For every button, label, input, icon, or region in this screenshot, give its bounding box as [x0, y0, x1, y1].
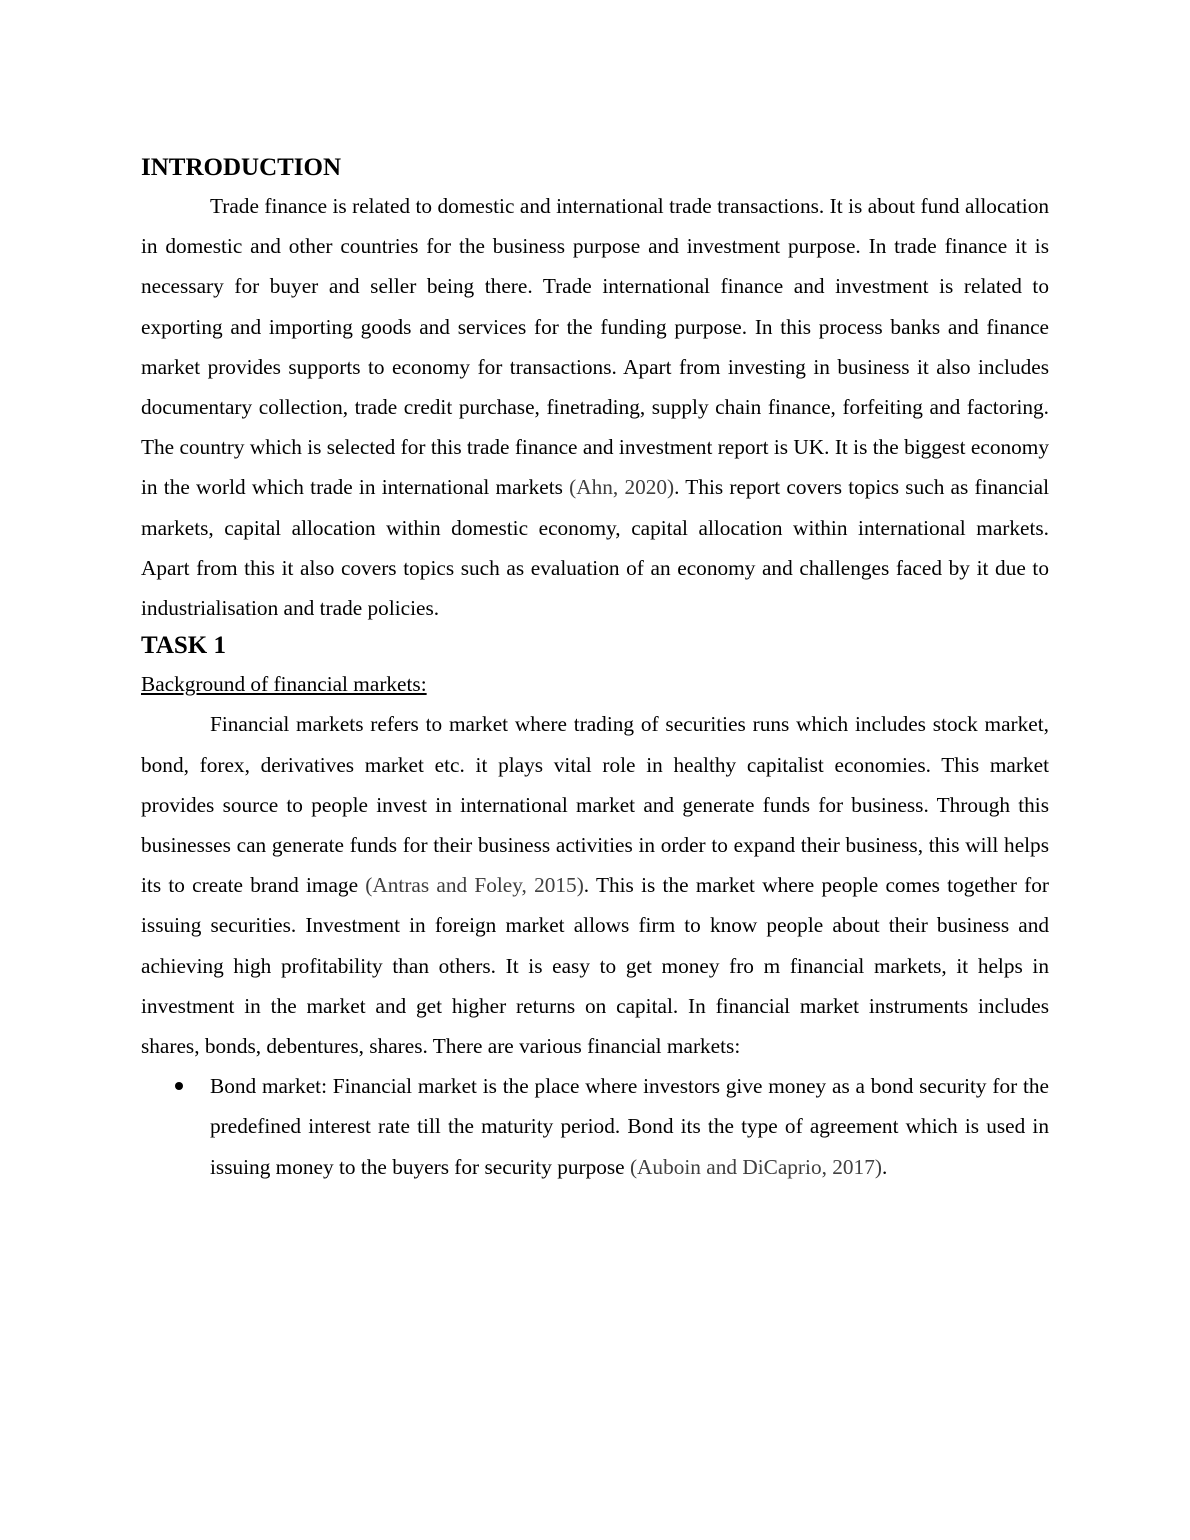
introduction-heading: INTRODUCTION [141, 154, 342, 181]
bullet-icon [175, 1082, 183, 1090]
financial-markets-text: Financial markets refers to market where trading of securities runs which includes stock market, bond, forex, derivatives market etc. it plays vital role in healthy capitalist economies. This market provides source to people invest in international market and generate funds for business. Through this businesses can generate funds for their business activities in order to expand their business, this will helps its to create brand image [141, 712, 1049, 898]
citation-auboin-dicaprio: (Auboin and DiCaprio, 2017) [629, 1154, 882, 1179]
bond-market-text: Bond market: Financial market is the place where investors give money as a bond security for the predefined interest rate till the maturity period. Bond its the type of agreement which is used in issuing money to the buyers for security purpose [210, 1074, 1049, 1179]
citation-antras-foley: (Antras and Foley, 2015) [365, 873, 584, 898]
financial-markets-list [141, 1066, 1049, 1187]
financial-markets-subheading: Background of financial markets: [141, 672, 427, 697]
list-item [141, 1066, 1049, 1187]
introduction-text: Trade finance is related to domestic and international trade transactions. It is about fund allocation in domestic and other countries for the business purpose and investment purpose. In trade finance it is necessary for buyer and seller being there. Trade international finance and investment is related to exporting and importing goods and services for the funding purpose. In this process banks and finance market provides supports to economy for transactions. Apart from investing in business it also includes documentary collection, trade credit purchase, finetrading, supply chain finance, forfeiting and factoring. The country which is selected for this trade finance and investment report is UK. It is the biggest economy in the world which trade in international markets [141, 194, 1049, 500]
bond-market-text-end: . [881, 1154, 888, 1179]
introduction-text-continued: . This report covers topics such as financial markets, capital allocation within domestic economy, capital allocation within international markets. Apart from this it also covers topics such as evaluation of an economy and challenges faced by it due to industrialisation and trade policies. [141, 475, 1049, 621]
citation-ahn: (Ahn, 2020) [569, 475, 675, 500]
task1-heading: TASK 1 [141, 632, 226, 660]
introduction-paragraph [141, 186, 1049, 628]
document-page [141, 150, 1049, 1187]
financial-markets-paragraph [141, 704, 1049, 1066]
financial-markets-text-continued: . This is the market where people comes together for issuing securities. Investment in foreign market allows firm to know people about their business and achieving high profitability than others. It is easy to get money fro m financial markets, it helps in investment in the market and get higher returns on capital. In financial market instruments includes shares, bonds, debentures, shares. There are various financial markets: [141, 873, 1049, 1059]
